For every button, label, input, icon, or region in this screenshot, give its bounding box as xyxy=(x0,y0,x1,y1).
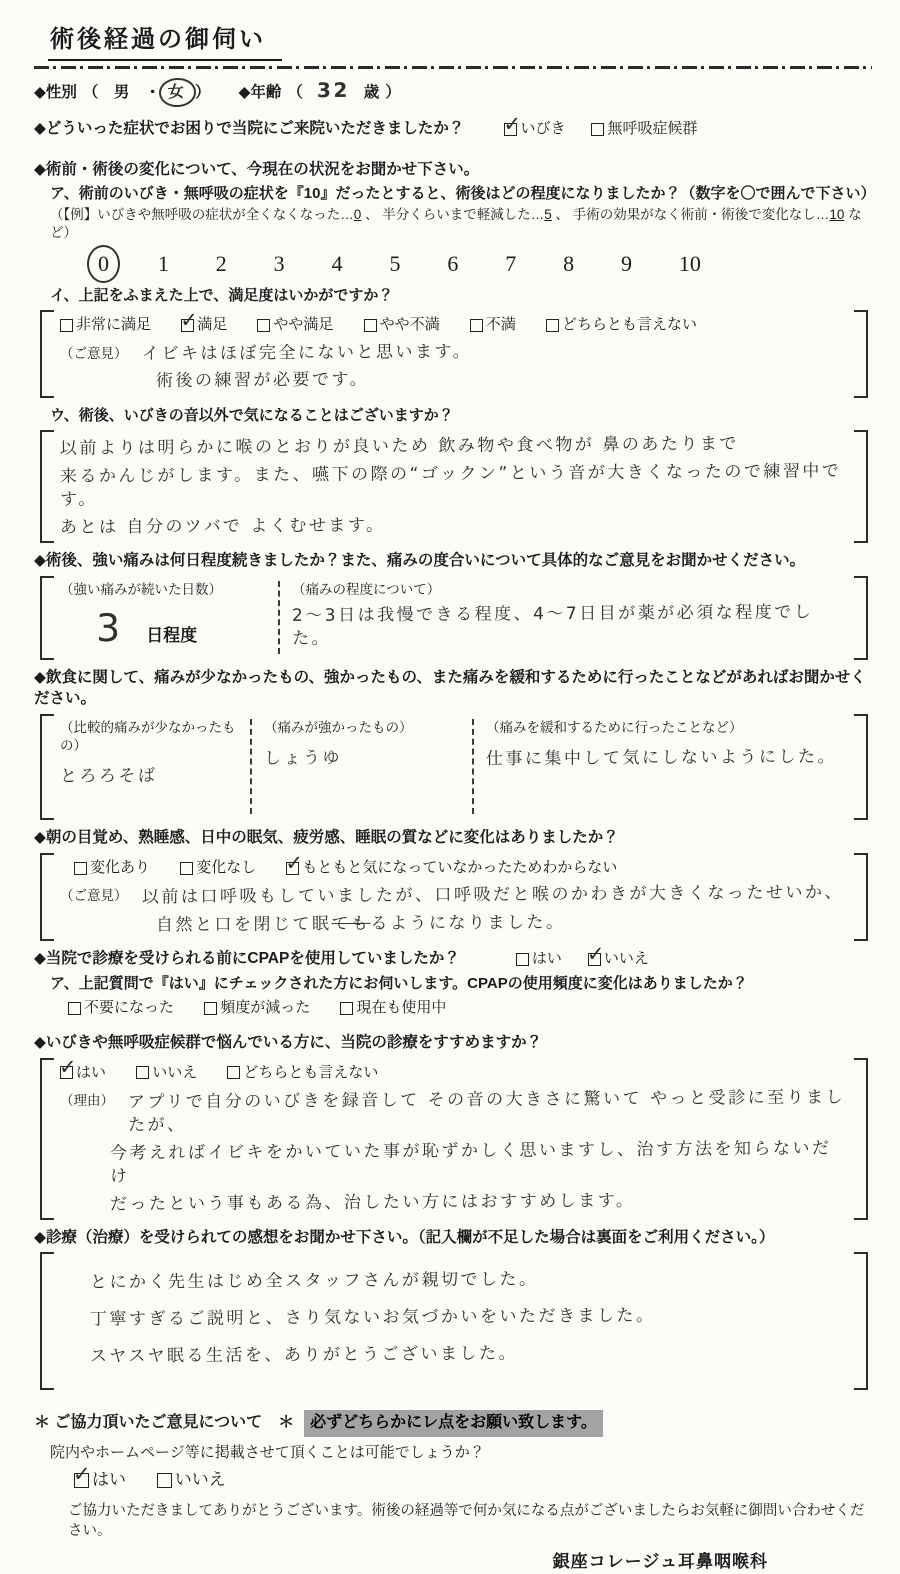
option-recommend-neither[interactable] xyxy=(227,1063,378,1083)
dash-dot-divider xyxy=(34,66,872,69)
sleep-comment xyxy=(60,884,846,935)
option-changed[interactable] xyxy=(74,858,150,878)
column-label: （比較的痛みが少なかったもの） xyxy=(60,719,236,754)
recommend-options xyxy=(59,1055,846,1083)
checkbox[interactable] xyxy=(60,319,73,332)
checkbox-box xyxy=(157,1473,172,1488)
checkbox-box xyxy=(136,1066,149,1079)
checkbox[interactable] xyxy=(546,319,559,332)
option-label: はい xyxy=(76,1063,107,1081)
option-label: 不満 xyxy=(485,316,516,334)
other-concerns-answer-area xyxy=(40,430,868,543)
option-no-change[interactable] xyxy=(180,858,256,878)
pain-days-label: （強い痛みが続いた日数） xyxy=(60,581,222,597)
consent-prefix: ＊ ご協力頂いたご意見について ＊ xyxy=(34,1414,295,1432)
handwritten-line: 以前は口呼吸もしていましたが、口呼吸だと喉のかわきが大きくなったせいか、 xyxy=(141,882,844,908)
profile-row xyxy=(34,77,872,105)
checkbox-box xyxy=(60,319,73,332)
checkbox[interactable] xyxy=(364,319,377,332)
satisfaction-options xyxy=(60,308,846,335)
pain-degree-box xyxy=(278,581,846,655)
option-label: はい xyxy=(92,1470,126,1490)
form-title: 術後経過の御伺い xyxy=(48,24,282,61)
handwritten-line: だったという事もある為、治したい方にはおすすめします。 xyxy=(109,1190,636,1215)
check-mark-icon: ✓ xyxy=(503,111,522,136)
symptom-question-row xyxy=(34,111,872,140)
checkbox-box xyxy=(74,862,87,875)
pain-days-box xyxy=(60,581,278,655)
example-text: など） xyxy=(50,207,862,241)
checkbox[interactable] xyxy=(74,862,87,875)
option-recommend-no[interactable] xyxy=(136,1063,197,1083)
impression-answer-area xyxy=(40,1252,868,1390)
thanks-note: ご協力いただきましてありがとうございます。術後の経過等で何か気になる点がございましたらお気軽に御問い合わせください。 xyxy=(68,1503,865,1539)
handwritten-line: とにかく先生はじめ全スタッフさんが親切でした。 xyxy=(89,1269,539,1294)
option-no-longer-needed[interactable] xyxy=(68,998,174,1018)
comment-label: （ご意見） xyxy=(60,345,128,361)
pain-section-heading: ◆術後、強い痛みは何日程度続きましたか？また、痛みの度合いについて具体的なご意見をお聞かせください。 xyxy=(34,551,806,569)
comment-lines xyxy=(142,884,844,935)
example-text: 、 半分くらいまで軽減した… xyxy=(361,207,545,223)
comment-lines xyxy=(142,342,472,392)
handwritten-line: しょうゆ xyxy=(263,748,343,769)
pain-split xyxy=(60,581,846,655)
handwritten-line: 術後の練習が必要です。 xyxy=(155,369,369,391)
scale-8[interactable]: 8 xyxy=(563,250,575,276)
option-ibiki[interactable] xyxy=(503,111,566,139)
publish-question: 院内やホームページ等に掲載させて頂くことは可能でしょうか？ xyxy=(50,1443,485,1461)
checkbox-box xyxy=(204,1002,217,1015)
footer-consent-row xyxy=(34,1410,872,1437)
handwritten-line xyxy=(155,910,843,938)
check-mark-icon: ✓ xyxy=(180,308,198,333)
checkbox[interactable] xyxy=(285,850,303,875)
recommend-reason xyxy=(60,1089,846,1214)
example-text: （【例】いびきや無呼吸の症状が全くなくなった… xyxy=(50,207,354,223)
option-still-using[interactable] xyxy=(340,998,446,1018)
severity-scale xyxy=(96,249,701,279)
cpap-question: ◆当院で診療を受けられる前にCPAPを使用していましたか？ xyxy=(34,950,460,968)
option-somewhat-dissatisfied[interactable] xyxy=(364,315,440,335)
option-label: もともと気になっていなかったためわからない xyxy=(302,859,618,877)
symptom-question: ◆どういった症状でお困りで当院にご来院いただきましたか？ xyxy=(34,119,465,137)
food-columns xyxy=(60,719,846,814)
age-unit: 歳 xyxy=(363,84,380,102)
checkbox-box xyxy=(257,319,270,332)
option-frequency-reduced[interactable] xyxy=(204,998,310,1018)
handwritten-line: 仕事に集中して気にしないようにした。 xyxy=(485,746,838,770)
checkbox[interactable] xyxy=(257,319,270,332)
handwritten-text: 自然と口を閉じて眠 xyxy=(155,914,332,936)
option-label: どちらとも言えない xyxy=(561,316,697,334)
handwritten-line: とろろそば xyxy=(59,766,158,787)
option-neither[interactable] xyxy=(546,315,697,335)
column-label: （痛みが強かったもの） xyxy=(264,719,413,735)
check-mark-icon: ✓ xyxy=(73,1462,91,1487)
question-i: イ、上記をふまえた上で、満足度はいかがですか？ xyxy=(50,287,394,305)
checkbox[interactable] xyxy=(470,319,483,332)
age-paren-open: （ xyxy=(287,84,303,102)
gender-paren-open: （ 男 ・ xyxy=(82,84,161,102)
handwritten-line: 今考えればイビキをかいていた事が恥ずかしく思いますし、治す方法を知らないだけ xyxy=(109,1138,832,1187)
scale-1[interactable]: 1 xyxy=(157,250,169,276)
consent-highlight: 必ずどちらかにレ点をお願い致します。 xyxy=(304,1410,603,1437)
scale-5[interactable]: 5 xyxy=(389,250,401,276)
checkbox-box xyxy=(227,1066,240,1079)
question-a-example xyxy=(50,206,872,242)
satisfaction-answer-area xyxy=(40,310,868,397)
option-publish-no[interactable] xyxy=(157,1469,226,1492)
scale-6[interactable]: 6 xyxy=(447,250,459,276)
question-a: ア、術前のいびき・無呼吸の症状を『10』だったとすると、術後はどの程度になりましたか？（数字を〇で囲んで下さい） xyxy=(50,184,876,202)
option-label: 非常に満足 xyxy=(76,316,152,334)
checkbox-box xyxy=(180,862,193,875)
option-label: 変化なし xyxy=(196,859,257,877)
check-mark-icon: ✓ xyxy=(59,1055,77,1080)
recommend-question: ◆いびきや無呼吸症候群で悩んでいる方に、当院の診療をすすめますか？ xyxy=(34,1033,543,1051)
sleep-options xyxy=(74,850,846,878)
checkbox[interactable] xyxy=(180,308,198,333)
example-value-0: 0 xyxy=(353,207,362,223)
pain-days-unit: 日程度 xyxy=(146,625,198,645)
checkbox[interactable] xyxy=(180,862,193,875)
checkbox-box xyxy=(340,1002,353,1015)
gender-paren-close: ） xyxy=(194,84,211,102)
clinic-name: 銀座コレージュ耳鼻咽喉科 xyxy=(552,1552,768,1572)
checkbox[interactable] xyxy=(204,1002,217,1015)
change-section-heading: ◆術前・術後の変化について、今現在の状況をお聞かせ下さい。 xyxy=(34,160,480,178)
option-label: いいえ xyxy=(152,1063,198,1081)
option-publish-yes[interactable] xyxy=(73,1462,126,1492)
reason-label: （理由） xyxy=(60,1092,114,1108)
food-section-heading: ◆飲食に関して、痛みが少なかったもの、強かったもの、また痛みを緩和するために行ったことなどがあればお聞かせください。 xyxy=(34,669,866,707)
option-label: 不要になった xyxy=(84,999,175,1017)
option-mukokyu[interactable] xyxy=(591,119,697,139)
scale-4[interactable]: 4 xyxy=(331,250,343,276)
option-satisfied[interactable] xyxy=(180,308,228,335)
handwritten-line: あとは 自分のツバで よくむせます。 xyxy=(59,515,386,538)
handwritten-line: 以前よりは明らかに喉のとおりが良いため 飲み物や食べ物が 鼻のあたりまで xyxy=(59,433,739,459)
checkbox[interactable] xyxy=(59,1055,77,1080)
comment-label: （ご意見） xyxy=(60,888,128,904)
handwritten-line: スヤスヤ眠る生活を、ありがとうございました。 xyxy=(89,1344,519,1367)
recommend-answer-area xyxy=(40,1055,868,1220)
food-high-pain-column xyxy=(250,719,472,814)
food-answer-area xyxy=(40,714,868,820)
pain-answer-area xyxy=(40,576,868,661)
option-label: 満足 xyxy=(197,316,228,334)
gender-label: ◆性別 xyxy=(34,84,77,102)
publish-options xyxy=(73,1462,872,1492)
handwritten-line: 来るかんじがします。また、嚥下の際の“ゴックン”という音が大きくなったので練習中です。 xyxy=(59,461,842,510)
option-label: いびき xyxy=(520,119,566,137)
option-somewhat-satisfied[interactable] xyxy=(257,315,333,335)
checkbox[interactable] xyxy=(340,1002,353,1015)
checkbox[interactable] xyxy=(136,1066,149,1079)
option-unknown[interactable] xyxy=(285,850,618,878)
example-value-5: 5 xyxy=(544,207,552,223)
option-label: やや不満 xyxy=(379,316,440,334)
scale-2[interactable]: 2 xyxy=(215,250,227,276)
handwritten-line: アプリで自分のいびきを録音して その音の大きさに驚いて やっと受診に至りましたが、 xyxy=(127,1087,846,1136)
option-label: はい xyxy=(531,950,562,968)
scale-3[interactable]: 3 xyxy=(273,250,285,276)
satisfaction-comment xyxy=(60,342,846,392)
option-label: 現在も使用中 xyxy=(356,999,447,1017)
checkbox[interactable] xyxy=(73,1462,91,1488)
scale-0-selected[interactable]: 0 xyxy=(87,245,120,284)
example-text: 、 手術の効果がなく術前・術後で変化なし… xyxy=(551,207,830,223)
column-label: （痛みを緩和するために行ったことなど） xyxy=(486,719,743,735)
check-mark-icon: ✓ xyxy=(586,941,605,966)
example-value-10: 10 xyxy=(829,207,845,223)
sleep-section-heading: ◆朝の目覚め、熟睡感、日中の眠気、疲労感、睡眠の質などに変化はありましたか？ xyxy=(34,829,619,847)
cpap-sub-options xyxy=(68,998,872,1018)
age-paren-close: ） xyxy=(385,84,401,102)
pain-degree-label: （痛みの程度について） xyxy=(292,581,441,597)
scale-10[interactable]: 10 xyxy=(678,250,701,276)
checkbox-box xyxy=(546,319,559,332)
option-dissatisfied[interactable] xyxy=(470,315,516,335)
cpap-sub-question: ア、上記質問で『はい』にチェックされた方にお伺いします。CPAPの使用頻度に変化はありましたか？ xyxy=(50,975,748,993)
age-value[interactable]: 32 xyxy=(316,78,350,103)
cpap-question-row xyxy=(34,941,872,970)
option-very-satisfied[interactable] xyxy=(60,315,151,335)
reason-lines xyxy=(109,1087,846,1215)
checkbox[interactable] xyxy=(516,953,529,966)
option-recommend-yes[interactable] xyxy=(59,1055,107,1083)
option-label: 無呼吸症候群 xyxy=(607,119,698,137)
gender-selected-circle[interactable]: 女 xyxy=(159,77,197,107)
impression-heading: ◆診療（治療）を受けられての感想をお聞かせ下さい。（記入欄が不足した場合は裏面をご利用ください。） xyxy=(34,1228,775,1246)
handwritten-line: 丁寧すぎるご説明と、さり気ないお気づかいをいただきました。 xyxy=(89,1306,656,1331)
option-label: 変化あり xyxy=(90,859,151,877)
checkbox-box xyxy=(68,1002,81,1015)
question-u: ウ、術後、いびきの音以外で気になることはございますか？ xyxy=(50,406,454,424)
food-low-pain-column xyxy=(60,719,250,814)
handwritten-line: イビキはほぼ完全にないと思います。 xyxy=(141,341,472,364)
struck-text: ても xyxy=(330,914,371,935)
checkbox-box xyxy=(591,123,604,136)
option-label: やや満足 xyxy=(273,316,334,334)
age-label: ◆年齢 xyxy=(238,84,282,102)
checkbox-box xyxy=(516,953,529,966)
check-mark-icon: ✓ xyxy=(285,850,303,875)
checkbox[interactable] xyxy=(227,1066,240,1079)
handwritten-text: るようになりました。 xyxy=(369,912,566,935)
option-label: いいえ xyxy=(603,950,649,968)
form-title-wrap xyxy=(34,24,872,61)
checkbox-box xyxy=(470,319,483,332)
checkbox-box xyxy=(364,319,377,332)
food-relief-column xyxy=(472,719,846,814)
scale-7[interactable]: 7 xyxy=(505,250,517,276)
checkbox[interactable] xyxy=(157,1473,172,1488)
sleep-answer-area xyxy=(40,850,868,941)
option-cpap-yes[interactable] xyxy=(516,949,562,969)
checkbox[interactable] xyxy=(586,941,605,966)
option-label: 頻度が減った xyxy=(220,999,311,1017)
option-cpap-no[interactable] xyxy=(586,941,649,969)
option-label: いいえ xyxy=(174,1470,226,1490)
checkbox[interactable] xyxy=(68,1002,81,1015)
option-label: どちらとも言えない xyxy=(243,1063,379,1081)
pain-days-value[interactable]: 3 xyxy=(95,605,121,650)
ibiki-checkbox[interactable] xyxy=(503,111,522,136)
scale-9[interactable]: 9 xyxy=(621,250,633,276)
mukokyu-checkbox[interactable] xyxy=(591,123,604,136)
handwritten-line: 2〜3日は我慢できる程度、4〜7日目が薬が必須な程度でした。 xyxy=(291,602,814,649)
